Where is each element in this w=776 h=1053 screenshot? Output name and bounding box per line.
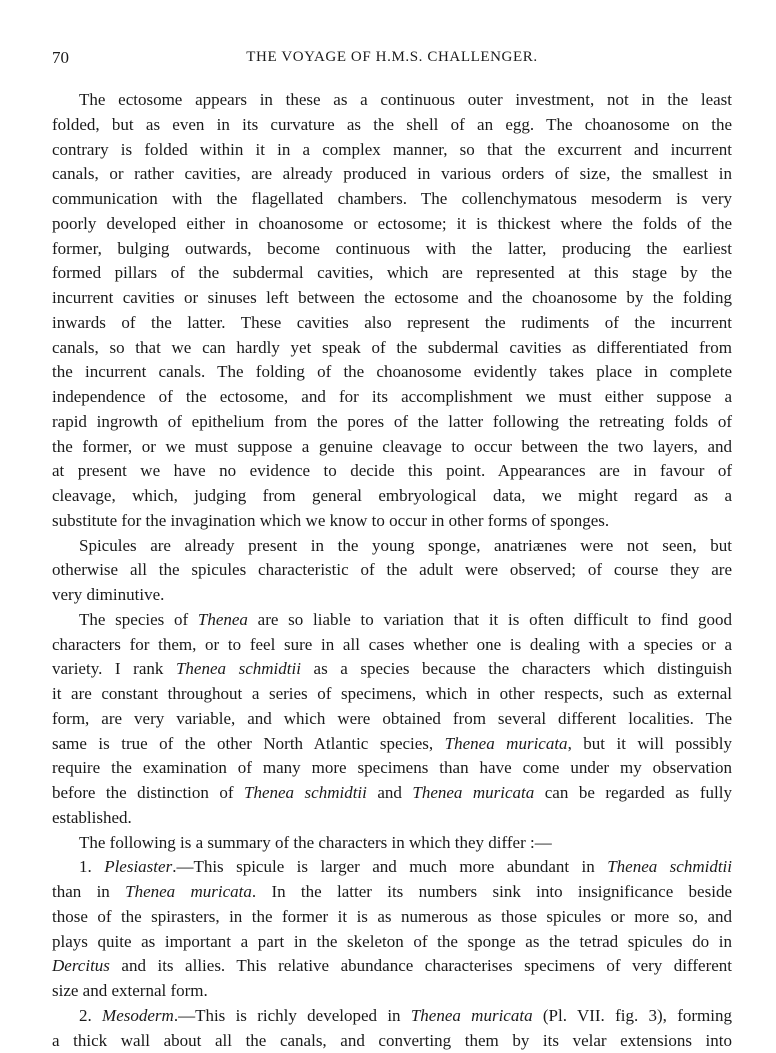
italic-term: Thenea <box>198 610 248 629</box>
text-line: canals, or rather cavities, are already produced in various orders of size, the smallest in <box>52 162 732 187</box>
text-line: formed pillars of the subdermal cavities, which are represented at this stage by the <box>52 261 732 286</box>
text-line: established. <box>52 806 732 831</box>
text-line: Spicules are already present in the young sponge, anatriænes were not seen, but <box>52 534 732 559</box>
text-line: before the distinction of Thenea schmidtii and Thenea muricata can be regarded as fully <box>52 781 732 806</box>
text-line: incurrent cavities or sinuses left between the ectosome and the choanosome by the folding <box>52 286 732 311</box>
text-line: size and external form. <box>52 979 732 1004</box>
text-line: communication with the flagellated chambers. The collenchymatous mesoderm is very <box>52 187 732 212</box>
italic-term: Thenea muricata <box>445 734 568 753</box>
italic-term: Thenea schmidtii <box>176 659 301 678</box>
text-line: plays quite as important a part in the skeleton of the sponge as the tetrad spicules do in <box>52 930 732 955</box>
paragraph <box>52 1004 732 1053</box>
italic-term: Plesiaster <box>104 857 172 876</box>
text-line: independence of the ectosome, and for its accomplishment we must either suppose a <box>52 385 732 410</box>
text-line: than in Thenea muricata. In the latter its numbers sink into insignificance beside <box>52 880 732 905</box>
page-header <box>52 48 732 72</box>
text-line: The following is a summary of the characters in which they differ :— <box>52 831 732 856</box>
body-text <box>52 88 732 1053</box>
text-line: those of the spirasters, in the former it is as numerous as those spicules or more so, and <box>52 905 732 930</box>
text-line: require the examination of many more specimens than have come under my observation <box>52 756 732 781</box>
text-line: 2. Mesoderm.—This is richly developed in Thenea muricata (Pl. VII. fig. 3), forming <box>52 1004 732 1029</box>
text-line: very diminutive. <box>52 583 732 608</box>
text-line: it are constant throughout a series of specimens, which in other respects, such as external <box>52 682 732 707</box>
italic-term: Dercitus <box>52 956 110 975</box>
text-line: substitute for the invagination which we know to occur in other forms of sponges. <box>52 509 732 534</box>
italic-term: Thenea muricata <box>411 1006 533 1025</box>
text-line: folded, but as even in its curvature as the shell of an egg. The choanosome on the <box>52 113 732 138</box>
page-number: 70 <box>52 48 69 68</box>
text-line: The ectosome appears in these as a continuous outer investment, not in the least <box>52 88 732 113</box>
paragraph <box>52 608 732 831</box>
paragraph <box>52 831 732 856</box>
running-title: THE VOYAGE OF H.M.S. CHALLENGER. <box>52 49 732 66</box>
text-line: inwards of the latter. These cavities also represent the rudiments of the incurrent <box>52 311 732 336</box>
italic-term: Thenea muricata <box>412 783 534 802</box>
text-line: otherwise all the spicules characteristic of the adult were observed; of course they are <box>52 558 732 583</box>
text-line: 1. Plesiaster.—This spicule is larger and much more abundant in Thenea schmidtii <box>52 855 732 880</box>
paragraph <box>52 855 732 1004</box>
paragraph <box>52 88 732 534</box>
text-line: former, bulging outwards, become continuous with the latter, producing the earliest <box>52 237 732 262</box>
text-line: contrary is folded within it in a complex manner, so that the excurrent and incurrent <box>52 138 732 163</box>
text-line: characters for them, or to feel sure in all cases whether one is dealing with a species or a <box>52 633 732 658</box>
paragraph <box>52 534 732 608</box>
text-line: variety. I rank Thenea schmidtii as a species because the characters which distinguish <box>52 657 732 682</box>
text-line: canals, so that we can hardly yet speak of the subdermal cavities as differentiated from <box>52 336 732 361</box>
text-line: rapid ingrowth of epithelium from the pores of the latter following the retreating folds of <box>52 410 732 435</box>
italic-term: Thenea schmidtii <box>607 857 732 876</box>
text-line: form, are very variable, and which were obtained from several different localities. The <box>52 707 732 732</box>
text-line: cleavage, which, judging from general embryological data, we might regard as a <box>52 484 732 509</box>
text-line: Dercitus and its allies. This relative abundance characterises specimens of very different <box>52 954 732 979</box>
text-line: same is true of the other North Atlantic species, Thenea muricata, but it will possibly <box>52 732 732 757</box>
text-line: at present we have no evidence to decide this point. Appearances are in favour of <box>52 459 732 484</box>
text-line: poorly developed either in choanosome or ectosome; it is thickest where the folds of the <box>52 212 732 237</box>
text-line: the former, or we must suppose a genuine cleavage to occur between the two layers, and <box>52 435 732 460</box>
italic-term: Thenea schmidtii <box>244 783 367 802</box>
italic-term: Mesoderm <box>102 1006 174 1025</box>
text-line: a thick wall about all the canals, and converting them by its velar extensions into <box>52 1029 732 1053</box>
text-line: The species of Thenea are so liable to variation that it is often difficult to find good <box>52 608 732 633</box>
text-line: the incurrent canals. The folding of the choanosome evidently takes place in complete <box>52 360 732 385</box>
italic-term: Thenea muricata <box>125 882 252 901</box>
